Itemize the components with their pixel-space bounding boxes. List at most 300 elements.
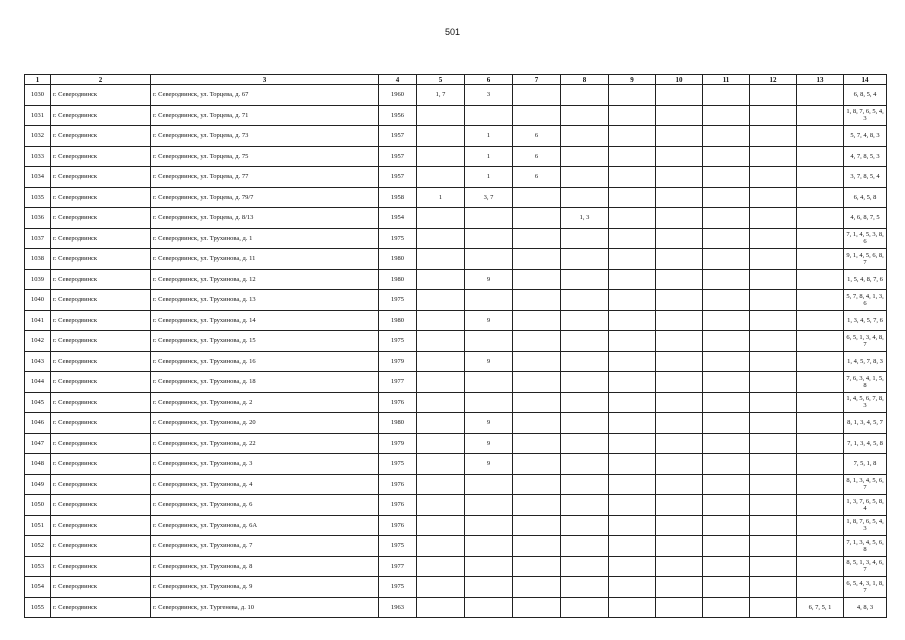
table-cell-col-12 [750,208,797,229]
table-cell-col-12 [750,146,797,167]
table-cell-col-9 [609,290,656,311]
table-cell-col-11 [703,515,750,536]
table-cell-col-12 [750,556,797,577]
table-cell-col-9 [609,228,656,249]
table-cell-col-9 [609,597,656,618]
table-cell-col-2: г. Северодвинск [51,577,151,598]
table-cell-col-9 [609,536,656,557]
table-cell-col-9 [609,187,656,208]
table-cell-col-1: 1043 [25,351,51,372]
table-cell-col-13 [797,167,844,188]
table-cell-col-2: г. Северодвинск [51,208,151,229]
table-cell-col-1: 1051 [25,515,51,536]
table-cell-col-10 [656,413,703,434]
table-cell-col-6 [465,105,513,126]
table-cell-col-3: г. Северодвинск, ул. Торцева, д. 73 [151,126,379,147]
table-cell-col-12 [750,249,797,270]
column-header-6: 6 [465,75,513,85]
table-cell-col-9 [609,372,656,393]
table-row [25,269,887,290]
table-cell-col-3: г. Северодвинск, ул. Трухинова, д. 14 [151,310,379,331]
table-cell-col-9 [609,85,656,106]
table-cell-col-1: 1032 [25,126,51,147]
table-cell-col-4: 1975 [379,536,417,557]
table-cell-col-11 [703,187,750,208]
table-cell-col-12 [750,515,797,536]
table-cell-col-7 [513,351,561,372]
table-cell-col-12 [750,454,797,475]
column-header-10: 10 [656,75,703,85]
table-cell-col-11 [703,126,750,147]
table-cell-col-3: г. Северодвинск, ул. Трухинова, д. 6А [151,515,379,536]
table-cell-col-3: г. Северодвинск, ул. Торцева, д. 75 [151,146,379,167]
table-cell-col-14: 7, 1, 3, 4, 5, 6, 8 [844,536,887,557]
table-cell-col-13 [797,269,844,290]
table-cell-col-10 [656,85,703,106]
table-cell-col-1: 1050 [25,495,51,516]
table-cell-col-9 [609,392,656,413]
table-cell-col-13 [797,454,844,475]
table-cell-col-14: 6, 8, 5, 4 [844,85,887,106]
table-cell-col-2: г. Северодвинск [51,556,151,577]
table-cell-col-7 [513,208,561,229]
table-cell-col-5 [417,208,465,229]
table-cell-col-3: г. Северодвинск, ул. Трухинова, д. 18 [151,372,379,393]
column-header-14: 14 [844,75,887,85]
table-cell-col-12 [750,597,797,618]
table-cell-col-14: 4, 8, 3 [844,597,887,618]
table-cell-col-11 [703,167,750,188]
table-cell-col-5 [417,392,465,413]
table-cell-col-7 [513,474,561,495]
table-cell-col-4: 1977 [379,556,417,577]
table-cell-col-6: 9 [465,310,513,331]
table-cell-col-11 [703,556,750,577]
table-cell-col-5 [417,290,465,311]
table-cell-col-10 [656,310,703,331]
table-cell-col-5 [417,372,465,393]
table-cell-col-6 [465,392,513,413]
table-cell-col-13 [797,249,844,270]
table-cell-col-14: 9, 1, 4, 5, 6, 8, 7 [844,249,887,270]
table-cell-col-8 [561,392,609,413]
table-cell-col-3: г. Северодвинск, ул. Трухинова, д. 15 [151,331,379,352]
table-cell-col-2: г. Северодвинск [51,290,151,311]
table-cell-col-3: г. Северодвинск, ул. Трухинова, д. 6 [151,495,379,516]
table-cell-col-7 [513,392,561,413]
table-cell-col-8 [561,351,609,372]
table-cell-col-12 [750,413,797,434]
table-cell-col-12 [750,105,797,126]
table-cell-col-5 [417,351,465,372]
table-cell-col-6 [465,536,513,557]
table-cell-col-10 [656,105,703,126]
table-cell-col-7 [513,249,561,270]
table-cell-col-14: 6, 4, 5, 8 [844,187,887,208]
table-cell-col-10 [656,249,703,270]
table-cell-col-11 [703,392,750,413]
table-cell-col-10 [656,515,703,536]
table-cell-col-14: 5, 7, 4, 8, 3 [844,126,887,147]
table-cell-col-8 [561,372,609,393]
table-cell-col-12 [750,187,797,208]
table-cell-col-11 [703,577,750,598]
table-cell-col-7 [513,105,561,126]
table-row [25,392,887,413]
table-cell-col-9 [609,413,656,434]
table-cell-col-3: г. Северодвинск, ул. Торцева, д. 79/7 [151,187,379,208]
table-cell-col-4: 1957 [379,146,417,167]
table-cell-col-11 [703,228,750,249]
table-cell-col-1: 1044 [25,372,51,393]
table-cell-col-1: 1047 [25,433,51,454]
table-cell-col-1: 1042 [25,331,51,352]
table-cell-col-4: 1977 [379,372,417,393]
table-cell-col-14: 8, 1, 3, 4, 5, 7 [844,413,887,434]
table-cell-col-4: 1980 [379,310,417,331]
table-cell-col-10 [656,167,703,188]
table-cell-col-10 [656,577,703,598]
table-cell-col-12 [750,126,797,147]
table-row [25,536,887,557]
table-row [25,208,887,229]
table-cell-col-12 [750,85,797,106]
table-cell-col-1: 1045 [25,392,51,413]
table-cell-col-12 [750,167,797,188]
table-row [25,433,887,454]
table-cell-col-10 [656,351,703,372]
table-cell-col-8 [561,474,609,495]
table-cell-col-7 [513,556,561,577]
table-cell-col-12 [750,269,797,290]
table-cell-col-9 [609,433,656,454]
table-cell-col-8 [561,105,609,126]
table-cell-col-7 [513,290,561,311]
table-cell-col-4: 1979 [379,433,417,454]
column-header-12: 12 [750,75,797,85]
table-row [25,351,887,372]
table-cell-col-8 [561,310,609,331]
table-cell-col-5 [417,228,465,249]
page-number: 501 [444,27,461,37]
table-cell-col-3: г. Северодвинск, ул. Трухинова, д. 7 [151,536,379,557]
table-row [25,474,887,495]
column-header-8: 8 [561,75,609,85]
table-cell-col-3: г. Северодвинск, ул. Трухинова, д. 3 [151,454,379,475]
table-cell-col-13 [797,126,844,147]
table-cell-col-11 [703,105,750,126]
table-cell-col-2: г. Северодвинск [51,536,151,557]
table-cell-col-9 [609,249,656,270]
table-cell-col-6: 9 [465,413,513,434]
table-cell-col-10 [656,331,703,352]
data-table [24,74,887,618]
table-cell-col-6: 3, 7 [465,187,513,208]
table-cell-col-2: г. Северодвинск [51,392,151,413]
table-cell-col-10 [656,208,703,229]
table-cell-col-13 [797,413,844,434]
table-cell-col-11 [703,413,750,434]
table-cell-col-2: г. Северодвинск [51,597,151,618]
table-row [25,105,887,126]
table-cell-col-3: г. Северодвинск, ул. Трухинова, д. 20 [151,413,379,434]
table-cell-col-4: 1954 [379,208,417,229]
table-cell-col-11 [703,310,750,331]
table-cell-col-6: 1 [465,126,513,147]
table-cell-col-7 [513,577,561,598]
table-cell-col-1: 1035 [25,187,51,208]
table-cell-col-11 [703,331,750,352]
table-cell-col-14: 7, 1, 4, 5, 3, 8, 6 [844,228,887,249]
table-cell-col-6 [465,372,513,393]
table-cell-col-1: 1040 [25,290,51,311]
table-cell-col-5 [417,536,465,557]
table-cell-col-4: 1976 [379,495,417,516]
table-cell-col-3: г. Северодвинск, ул. Торцева, д. 77 [151,167,379,188]
table-cell-col-13 [797,85,844,106]
table-cell-col-6 [465,556,513,577]
table-cell-col-14: 1, 8, 7, 6, 5, 4, 3 [844,105,887,126]
table-row [25,454,887,475]
table-cell-col-4: 1958 [379,187,417,208]
table-cell-col-13 [797,536,844,557]
table-cell-col-2: г. Северодвинск [51,249,151,270]
table-row [25,515,887,536]
table-cell-col-6 [465,208,513,229]
column-header-1: 1 [25,75,51,85]
table-cell-col-13 [797,577,844,598]
table-cell-col-13 [797,187,844,208]
table-cell-col-1: 1052 [25,536,51,557]
table-cell-col-9 [609,126,656,147]
table-cell-col-5 [417,474,465,495]
table-cell-col-3: г. Северодвинск, ул. Трухинова, д. 22 [151,433,379,454]
table-cell-col-5 [417,126,465,147]
column-header-7: 7 [513,75,561,85]
table-cell-col-9 [609,556,656,577]
table-cell-col-9 [609,331,656,352]
table-cell-col-11 [703,351,750,372]
table-cell-col-5: 1, 7 [417,85,465,106]
table-cell-col-14: 3, 7, 8, 5, 4 [844,167,887,188]
table-cell-col-7 [513,597,561,618]
table-cell-col-9 [609,167,656,188]
column-header-5: 5 [417,75,465,85]
table-cell-col-4: 1957 [379,167,417,188]
table-cell-col-10 [656,454,703,475]
table-cell-col-14: 8, 5, 1, 3, 4, 6, 7 [844,556,887,577]
table-cell-col-8 [561,187,609,208]
table-header [25,75,887,85]
table-cell-col-1: 1046 [25,413,51,434]
table-cell-col-4: 1976 [379,515,417,536]
table-row [25,372,887,393]
table-cell-col-6 [465,577,513,598]
table-cell-col-1: 1037 [25,228,51,249]
table-cell-col-4: 1975 [379,454,417,475]
table-cell-col-2: г. Северодвинск [51,413,151,434]
table-cell-col-7 [513,495,561,516]
table-cell-col-1: 1053 [25,556,51,577]
table-cell-col-4: 1957 [379,126,417,147]
table-cell-col-2: г. Северодвинск [51,167,151,188]
table-cell-col-1: 1041 [25,310,51,331]
table-cell-col-5 [417,331,465,352]
table-cell-col-2: г. Северодвинск [51,372,151,393]
table-cell-col-7 [513,331,561,352]
table-cell-col-1: 1039 [25,269,51,290]
table-cell-col-11 [703,269,750,290]
table-cell-col-2: г. Северодвинск [51,474,151,495]
table-cell-col-3: г. Северодвинск, ул. Трухинова, д. 4 [151,474,379,495]
table-cell-col-2: г. Северодвинск [51,454,151,475]
table-cell-col-6 [465,331,513,352]
table-cell-col-8 [561,454,609,475]
table-cell-col-12 [750,474,797,495]
table-row [25,187,887,208]
table-cell-col-2: г. Северодвинск [51,310,151,331]
table-cell-col-8 [561,331,609,352]
table-cell-col-13 [797,556,844,577]
table-cell-col-13: 6, 7, 5, 1 [797,597,844,618]
table-cell-col-12 [750,372,797,393]
table-cell-col-8 [561,126,609,147]
table-cell-col-10 [656,536,703,557]
table-cell-col-7 [513,433,561,454]
table-cell-col-13 [797,392,844,413]
table-cell-col-1: 1054 [25,577,51,598]
table-cell-col-13 [797,474,844,495]
table-cell-col-9 [609,351,656,372]
table-cell-col-1: 1031 [25,105,51,126]
table-cell-col-12 [750,310,797,331]
table-cell-col-4: 1975 [379,290,417,311]
table-row [25,167,887,188]
table-cell-col-11 [703,433,750,454]
table-cell-col-5 [417,597,465,618]
column-header-9: 9 [609,75,656,85]
table-body [25,85,887,618]
table-cell-col-3: г. Северодвинск, ул. Трухинова, д. 2 [151,392,379,413]
table-cell-col-10 [656,392,703,413]
table-cell-col-8 [561,167,609,188]
table-cell-col-14: 7, 6, 3, 4, 1, 5, 8 [844,372,887,393]
table-cell-col-1: 1055 [25,597,51,618]
table-row [25,413,887,434]
table-cell-col-14: 8, 1, 3, 4, 5, 6, 7 [844,474,887,495]
table-row [25,556,887,577]
table-cell-col-7: 6 [513,126,561,147]
table-row [25,146,887,167]
table-row [25,85,887,106]
table-cell-col-11 [703,208,750,229]
table-cell-col-14: 1, 4, 5, 7, 8, 3 [844,351,887,372]
table-cell-col-9 [609,495,656,516]
table-cell-col-8 [561,556,609,577]
table-cell-col-6 [465,515,513,536]
table-cell-col-9 [609,454,656,475]
column-header-13: 13 [797,75,844,85]
table-cell-col-12 [750,228,797,249]
table-cell-col-11 [703,290,750,311]
table-cell-col-7: 6 [513,167,561,188]
table-cell-col-1: 1038 [25,249,51,270]
table-cell-col-9 [609,310,656,331]
table-cell-col-4: 1980 [379,249,417,270]
table-cell-col-1: 1030 [25,85,51,106]
table-cell-col-9 [609,105,656,126]
table-cell-col-14: 1, 4, 5, 6, 7, 8, 3 [844,392,887,413]
table-cell-col-9 [609,208,656,229]
table-cell-col-2: г. Северодвинск [51,351,151,372]
table-cell-col-2: г. Северодвинск [51,515,151,536]
table-cell-col-12 [750,577,797,598]
table-cell-col-3: г. Северодвинск, ул. Торцева, д. 8/13 [151,208,379,229]
table-cell-col-14: 4, 6, 8, 7, 5 [844,208,887,229]
table-cell-col-6: 3 [465,85,513,106]
table-cell-col-5 [417,310,465,331]
table-cell-col-5 [417,146,465,167]
column-header-4: 4 [379,75,417,85]
table-cell-col-12 [750,290,797,311]
table-row [25,228,887,249]
table-cell-col-14: 4, 7, 8, 5, 3 [844,146,887,167]
table-cell-col-6: 9 [465,351,513,372]
table-cell-col-13 [797,105,844,126]
table-cell-col-9 [609,146,656,167]
table-cell-col-14: 7, 1, 3, 4, 5, 8 [844,433,887,454]
table-cell-col-8 [561,597,609,618]
table-cell-col-6: 9 [465,454,513,475]
table-cell-col-3: г. Северодвинск, ул. Трухинова, д. 12 [151,269,379,290]
table-cell-col-13 [797,208,844,229]
table-cell-col-3: г. Северодвинск, ул. Трухинова, д. 16 [151,351,379,372]
table-cell-col-9 [609,515,656,536]
table-cell-col-6: 9 [465,433,513,454]
table-cell-col-11 [703,372,750,393]
column-header-11: 11 [703,75,750,85]
table-cell-col-8 [561,249,609,270]
table-cell-col-10 [656,228,703,249]
table-row [25,310,887,331]
table-cell-col-7 [513,187,561,208]
table-cell-col-10 [656,269,703,290]
table-cell-col-8 [561,433,609,454]
table-cell-col-9 [609,577,656,598]
table-row [25,495,887,516]
table-row [25,290,887,311]
table-cell-col-8 [561,495,609,516]
table-cell-col-5 [417,454,465,475]
table-row [25,577,887,598]
table-cell-col-3: г. Северодвинск, ул. Трухинова, д. 11 [151,249,379,270]
table-cell-col-2: г. Северодвинск [51,187,151,208]
table-cell-col-4: 1975 [379,228,417,249]
table-cell-col-2: г. Северодвинск [51,269,151,290]
table-cell-col-10 [656,433,703,454]
table-cell-col-6 [465,597,513,618]
table-cell-col-5 [417,515,465,536]
table-cell-col-13 [797,351,844,372]
table-cell-col-1: 1049 [25,474,51,495]
table-cell-col-4: 1960 [379,85,417,106]
column-header-3: 3 [151,75,379,85]
table-cell-col-4: 1976 [379,392,417,413]
table-cell-col-7 [513,536,561,557]
table-cell-col-10 [656,146,703,167]
table-cell-col-3: г. Северодвинск, ул. Трухинова, д. 8 [151,556,379,577]
table-cell-col-5 [417,556,465,577]
